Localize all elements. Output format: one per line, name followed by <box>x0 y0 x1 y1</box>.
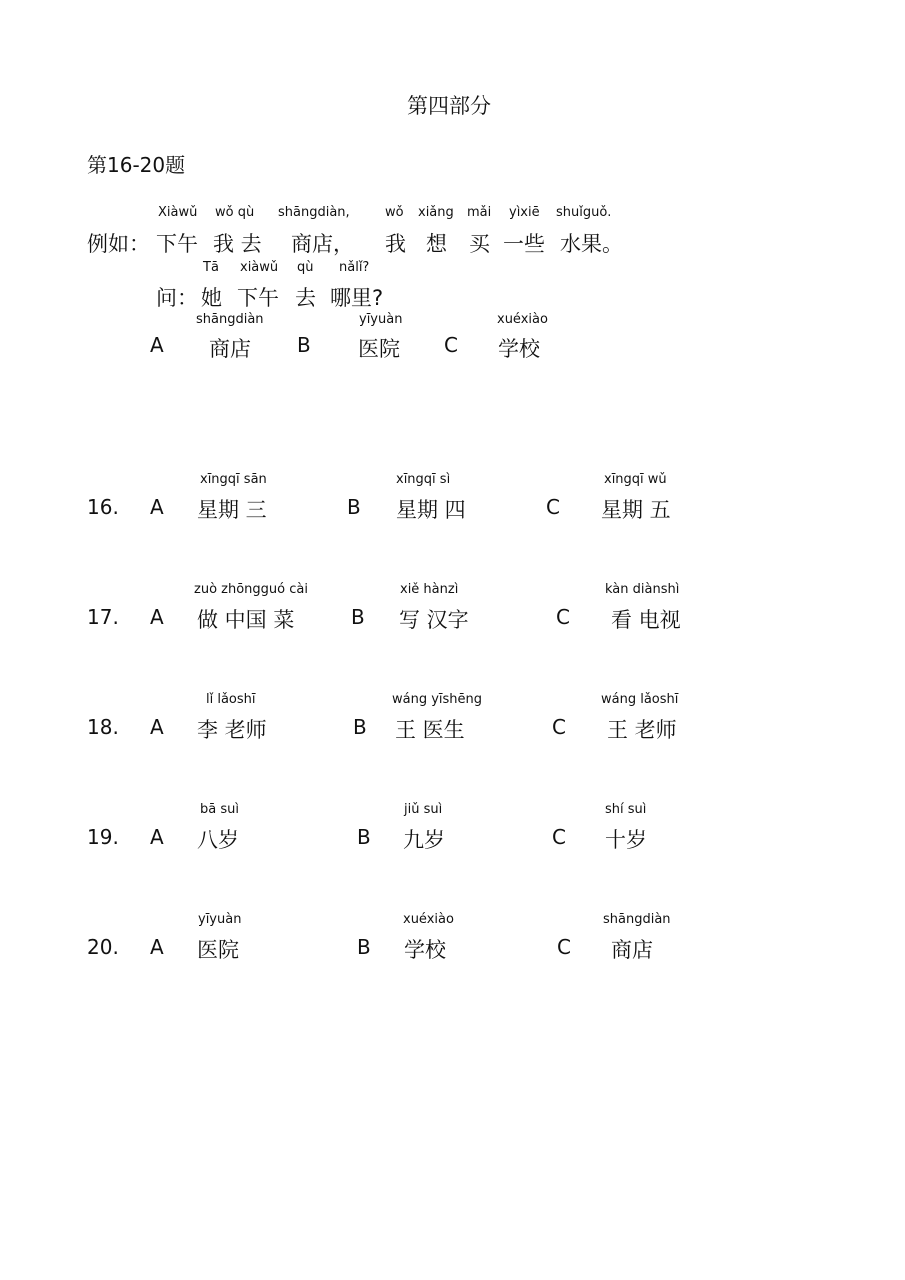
example-option-b-hanzi: 医院 <box>358 337 400 361</box>
q20-option-c-letter: C <box>557 935 571 959</box>
q17-option-c-pinyin: kàn diànshì <box>605 582 680 597</box>
q17-option-b-letter: B <box>351 605 365 629</box>
q18-option-c-pinyin: wáng lǎoshī <box>601 692 679 707</box>
q17-option-a-letter: A <box>150 605 164 629</box>
q20-option-b-pinyin: xuéxiào <box>403 912 454 927</box>
q17-option-a-hanzi: 做 中国 菜 <box>197 608 295 632</box>
q20-option-b-hanzi: 学校 <box>404 938 446 962</box>
q16-option-c-pinyin: xīngqī wǔ <box>604 472 667 487</box>
q19-option-a-letter: A <box>150 825 164 849</box>
q16-option-b-letter: B <box>347 495 361 519</box>
example-hanzi-4: 我 <box>385 232 406 256</box>
q17-number: 17. <box>87 605 119 629</box>
example-hanzi-6: 买 <box>469 232 490 256</box>
example-hanzi-7: 一些 <box>503 232 545 256</box>
example-option-a-pinyin: shāngdiàn <box>196 312 264 327</box>
q19-option-b-hanzi: 九岁 <box>403 828 445 852</box>
q18-option-b-hanzi: 王 医生 <box>395 718 465 742</box>
q20-number: 20. <box>87 935 119 959</box>
question-hanzi-3: 去 <box>295 286 316 310</box>
q17-option-a-pinyin: zuò zhōngguó cài <box>194 582 308 597</box>
example-pinyin-1: Xiàwǔ <box>158 205 198 220</box>
example-hanzi-1: 下午 <box>156 232 198 256</box>
example-hanzi-2: 我 去 <box>213 232 262 256</box>
question-pinyin-3: qù <box>297 260 314 275</box>
q16-option-a-hanzi: 星期 三 <box>197 498 267 522</box>
q18-option-a-hanzi: 李 老师 <box>197 718 267 742</box>
q19-option-c-letter: C <box>552 825 566 849</box>
q16-option-c-hanzi: 星期 五 <box>601 498 671 522</box>
q19-number: 19. <box>87 825 119 849</box>
page-title: 第四部分 <box>407 94 491 118</box>
q19-option-b-pinyin: jiǔ suì <box>404 802 443 817</box>
q18-option-a-letter: A <box>150 715 164 739</box>
q19-option-c-pinyin: shí suì <box>605 802 647 817</box>
q17-option-b-hanzi: 写 汉字 <box>399 608 469 632</box>
q20-option-b-letter: B <box>357 935 371 959</box>
question-hanzi-4: 哪里? <box>330 286 384 310</box>
example-option-a-letter: A <box>150 333 164 357</box>
question-pinyin-2: xiàwǔ <box>240 260 279 275</box>
example-label: 例如： <box>87 232 150 256</box>
q19-option-a-hanzi: 八岁 <box>197 828 239 852</box>
question-hanzi-2: 下午 <box>237 286 279 310</box>
q19-option-b-letter: B <box>357 825 371 849</box>
q16-option-a-letter: A <box>150 495 164 519</box>
example-pinyin-8: shuǐguǒ. <box>556 205 612 220</box>
example-pinyin-3: shāngdiàn, <box>278 205 350 220</box>
example-pinyin-6: mǎi <box>467 205 492 220</box>
q20-option-c-pinyin: shāngdiàn <box>603 912 671 927</box>
example-hanzi-3: 商店， <box>291 232 354 256</box>
q18-option-a-pinyin: lǐ lǎoshī <box>206 692 256 707</box>
question-hanzi-1: 她 <box>201 286 222 310</box>
example-hanzi-5: 想 <box>426 232 447 256</box>
q16-option-b-pinyin: xīngqī sì <box>396 472 451 487</box>
q18-option-c-letter: C <box>552 715 566 739</box>
q17-option-c-letter: C <box>556 605 570 629</box>
example-option-c-pinyin: xuéxiào <box>497 312 548 327</box>
q18-number: 18. <box>87 715 119 739</box>
q16-number: 16. <box>87 495 119 519</box>
q16-option-b-hanzi: 星期 四 <box>396 498 466 522</box>
example-pinyin-4: wǒ <box>385 205 404 220</box>
q16-option-c-letter: C <box>546 495 560 519</box>
example-pinyin-7: yìxiē <box>509 205 540 220</box>
question-pinyin-1: Tā <box>203 260 219 275</box>
q20-option-c-hanzi: 商店 <box>611 938 653 962</box>
q18-option-b-pinyin: wáng yīshēng <box>392 692 483 707</box>
q18-option-c-hanzi: 王 老师 <box>607 718 677 742</box>
example-option-a-hanzi: 商店 <box>209 337 251 361</box>
question-pinyin-4: nǎlǐ? <box>339 260 370 275</box>
q19-option-a-pinyin: bā suì <box>200 802 239 817</box>
example-pinyin-2: wǒ qù <box>215 205 255 220</box>
q20-option-a-letter: A <box>150 935 164 959</box>
example-option-c-letter: C <box>444 333 458 357</box>
q19-option-c-hanzi: 十岁 <box>605 828 647 852</box>
example-option-c-hanzi: 学校 <box>498 337 540 361</box>
question-range: 第16-20题 <box>87 153 186 177</box>
example-pinyin-5: xiǎng <box>418 205 454 220</box>
q16-option-a-pinyin: xīngqī sān <box>200 472 267 487</box>
q20-option-a-pinyin: yīyuàn <box>198 912 242 927</box>
q18-option-b-letter: B <box>353 715 367 739</box>
example-option-b-letter: B <box>297 333 311 357</box>
example-option-b-pinyin: yīyuàn <box>359 312 403 327</box>
question-label: 问： <box>156 286 198 310</box>
q17-option-b-pinyin: xiě hànzì <box>400 582 459 597</box>
q17-option-c-hanzi: 看 电视 <box>611 608 681 632</box>
example-hanzi-8: 水果。 <box>560 232 623 256</box>
q20-option-a-hanzi: 医院 <box>197 938 239 962</box>
